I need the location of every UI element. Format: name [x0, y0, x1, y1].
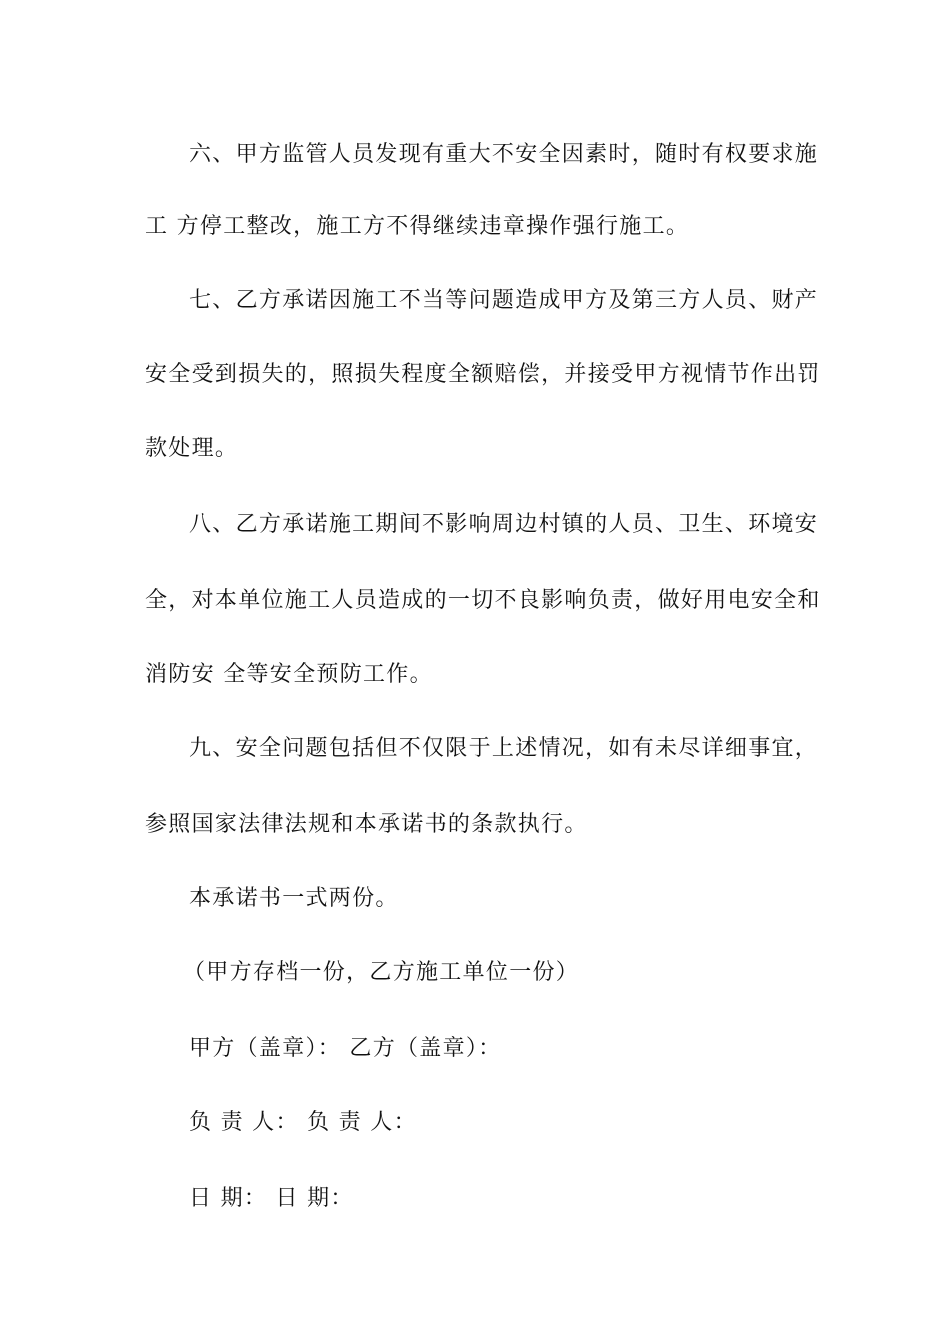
seal-line: 甲方（盖章）： 乙方（盖章）： [189, 1036, 502, 1061]
clause-six-line-1: 六、甲方监管人员发现有重大不安全因素时，随时有权要求施 [189, 142, 819, 167]
clause-seven-line-3: 款处理。 [145, 436, 239, 461]
clause-nine-line-1: 九、安全问题包括但不仅限于上述情况，如有未尽详细事宜， [189, 736, 819, 761]
copies-note: （甲方存档一份，乙方施工单位一份） [183, 960, 580, 985]
clause-eight-line-3: 消防安 全等安全预防工作。 [145, 662, 433, 687]
date-line: 日 期： 日 期： [189, 1186, 354, 1211]
clause-seven-line-1: 七、乙方承诺因施工不当等问题造成甲方及第三方人员、财产 [189, 288, 819, 313]
copies-statement: 本承诺书一式两份。 [189, 886, 399, 911]
clause-eight-line-2: 全，对本单位施工人员造成的一切不良影响负责，做好用电安全和 [145, 588, 821, 613]
clause-nine-line-2: 参照国家法律法规和本承诺书的条款执行。 [145, 812, 588, 837]
clause-seven-line-2: 安全受到损失的，照损失程度全额赔偿，并接受甲方视情节作出罚 [145, 362, 821, 387]
clause-eight-line-1: 八、乙方承诺施工期间不影响周边村镇的人员、卫生、环境安 [189, 512, 819, 537]
clause-six-line-2: 工 方停工整改，施工方不得继续违章操作强行施工。 [145, 214, 690, 239]
responsible-person-line: 负 责 人： 负 责 人： [189, 1110, 417, 1135]
